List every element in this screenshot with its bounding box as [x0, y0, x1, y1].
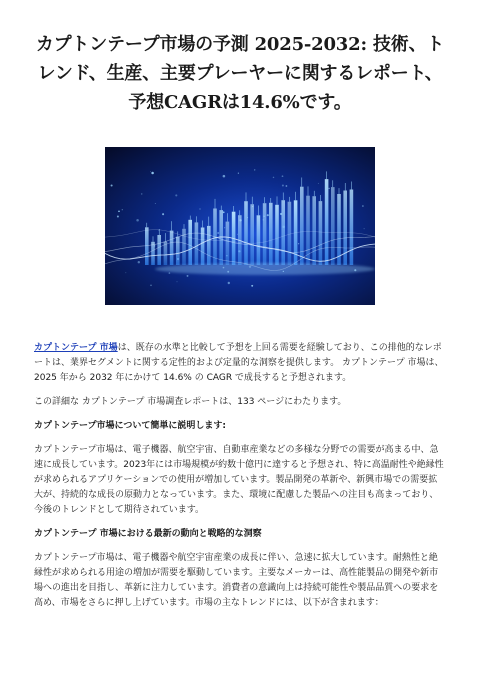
hero-bar — [312, 196, 316, 265]
hero-bar — [188, 220, 192, 265]
hero-dot — [223, 175, 226, 178]
hero-bar — [219, 210, 223, 265]
hero-dot — [224, 227, 225, 228]
hero-dot — [364, 228, 365, 229]
hero-bar — [263, 203, 267, 265]
hero-dot — [200, 209, 201, 210]
hero-glow — [155, 263, 375, 275]
hero-bar — [337, 194, 341, 265]
hero-bar — [250, 204, 254, 265]
hero-bar — [157, 235, 161, 265]
hero-dot — [286, 185, 288, 187]
hero-image — [105, 147, 375, 305]
hero-bar — [182, 229, 186, 265]
hero-dot — [136, 219, 139, 222]
hero-dot — [187, 275, 189, 277]
hero-bar — [226, 222, 230, 265]
hero-dot — [267, 214, 269, 216]
trends-paragraph: カプトンテープ市場は、電子機器や航空宇宙産業の成長に伴い、急速に拡大しています。耐熱性と絶縁性が求められる用途の増加が需要を駆動しています。主要なメーカーは、高性能製品の開発や新市場への進出を目指し、革新に注力しています。消費者の意識向上は持続可能性や製品品質への要求を高め、市場をさらに押し上げています。市場の主なトレンドには、以下が含まれます： — [34, 553, 439, 608]
hero-dot — [318, 183, 319, 184]
hero-dot — [117, 215, 119, 217]
hero-bar — [151, 242, 155, 265]
hero-dot — [150, 285, 152, 287]
hero-dot — [118, 210, 120, 212]
hero-dot — [175, 194, 177, 196]
hero-bar — [300, 187, 304, 265]
hero-bar — [288, 202, 292, 265]
hero-bar — [319, 201, 323, 265]
intro-paragraph — [34, 341, 446, 386]
hero-dot — [138, 261, 140, 263]
hero-bar — [275, 205, 279, 265]
hero-bar — [244, 201, 248, 265]
hero-dot — [155, 203, 156, 204]
hero-dot — [273, 177, 275, 179]
hero-bar — [331, 187, 335, 265]
intro-text: は、既存の水準と比較して予想を上回る需要を経験しており、この排他的なレポートは、業界セグメントに関する定性的および定量的な洞察を提供します。 カプトンテープ 市場は、2025 年から 2032 年にかけて 14.6% の CAGR で成長すると予想されます。 — [34, 343, 444, 383]
hero-dot — [251, 285, 253, 287]
hero-bar — [207, 226, 211, 265]
hero-bar — [269, 203, 273, 265]
article-body — [34, 341, 446, 611]
hero-dot — [362, 205, 364, 207]
hero-dot — [151, 172, 154, 175]
hero-bar — [145, 227, 149, 265]
overview-paragraph: カプトンテープ市場は、電子機器、航空宇宙、自動車産業などの多様な分野での需要が高まる中、急速に成長しています。2023年には市場規模が約数十億円に達すると予想され、特に高温耐性や絶縁性が求められるアプリケーションでの使用が増加しています。製品開発の革新や、新興市場での需要拡大が、持続的な成長の原動力となっています。また、環境に配慮した製品への注目も高まっており、今後のトレンドとして期待されています。 — [34, 445, 444, 515]
hero-dot — [237, 234, 238, 235]
hero-dot — [254, 169, 255, 170]
hero-dot — [282, 175, 284, 177]
page-title: カプトンテープ市場の予測 2025-2032: 技術、トレンド、生産、主要プレーヤーに関するレポート、予想CAGRは14.6%です。 — [35, 34, 445, 113]
hero-bar — [257, 215, 261, 265]
hero-dot — [238, 173, 239, 174]
hero-bar — [176, 237, 180, 265]
pages-paragraph: この詳細な カプトンテープ 市場調査レポートは、133 ページにわたります。 — [34, 397, 347, 407]
hero-dot — [122, 209, 123, 210]
market-link[interactable]: カプトンテープ 市場 — [34, 343, 118, 353]
hero-bar — [281, 200, 285, 265]
section-heading-trends: カプトンテープ 市場における最新の動向と戦略的な洞察 — [34, 529, 262, 539]
hero-dot — [328, 188, 329, 189]
hero-dot — [141, 193, 143, 195]
hero-dot — [162, 213, 164, 215]
hero-dot — [125, 272, 126, 273]
hero-dot — [282, 184, 284, 186]
hero-bar — [170, 231, 174, 265]
hero-dot — [111, 184, 113, 186]
hero-dot — [217, 232, 219, 234]
hero-dot — [177, 281, 178, 282]
hero-dot — [169, 272, 171, 274]
hero-dot — [150, 171, 151, 172]
hero-bar — [195, 222, 199, 265]
hero-bar — [325, 179, 329, 265]
hero-dot — [223, 211, 225, 213]
hero-dot — [298, 243, 299, 244]
hero-bar — [350, 190, 354, 266]
hero-dot — [228, 282, 230, 284]
section-heading-overview: カプトンテープ市場について簡単に説明します: — [34, 421, 226, 431]
